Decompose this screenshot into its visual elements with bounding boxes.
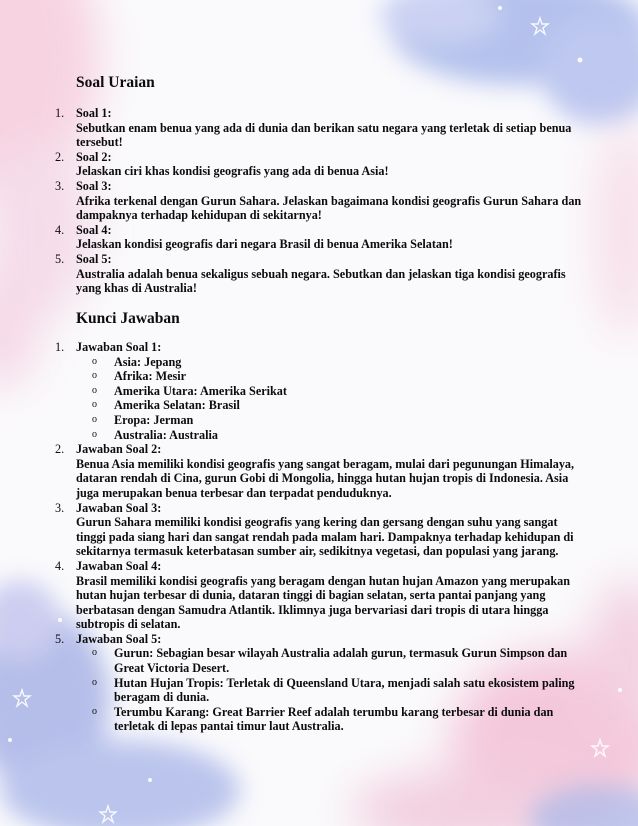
answer-subitem: [76, 676, 588, 705]
answer-sublist: [76, 355, 588, 443]
answer-item: [0, 559, 638, 632]
answer-subitem: [76, 705, 588, 734]
question-text: Australia adalah benua sekaligus sebuah negara. Sebutkan dan jelaskan tiga kondisi geografis yang khas di Australia!: [76, 266, 566, 296]
answer-subitem-text: Asia: Jepang: [114, 354, 182, 369]
answer-subitem-text: Australia: Australia: [114, 427, 218, 442]
answer-subitem: [76, 646, 588, 675]
question-title: Soal 2:: [76, 149, 112, 164]
bullet: o: [92, 413, 97, 425]
bullet: o: [92, 428, 97, 440]
question-number: 2.: [55, 149, 65, 164]
answer-number: 1.: [55, 340, 65, 354]
question-number: 1.: [55, 106, 65, 120]
answer-subitem: [76, 428, 588, 443]
bullet: o: [92, 370, 97, 382]
question-text: Jelaskan ciri khas kondisi geografis yang ada di benua Asia!: [76, 164, 389, 179]
answer-subitem-text: Eropa: Jerman: [114, 412, 194, 427]
question-number: 3.: [55, 178, 65, 193]
answer-subitem-text: Amerika Selatan: Brasil: [114, 398, 240, 413]
answer-subitem-text: Afrika: Mesir: [114, 369, 187, 384]
answer-title: Jawaban Soal 4:: [76, 558, 162, 573]
answer-text: Brasil memiliki kondisi geografis yang beragam dengan hutan hujan Amazon yang merupakan hutan hujan terbesar di dunia, dataran tinggi di bagian selatan, serta pantai panjang yang berbatasan dengan Samudra Atlantik. Iklimnya juga bervariasi dari tropis di utara hingga subtropis di selatan.: [76, 573, 571, 632]
question-title: Soal 4:: [76, 222, 112, 237]
answer-item: [0, 340, 638, 442]
answer-subitem: [76, 355, 588, 370]
answer-subitem-text: Terumbu Karang: Great Barrier Reef adalah terumbu karang terbesar di dunia dan terletak di lepas pantai timur laut Australia.: [114, 704, 554, 734]
answer-item: [0, 442, 638, 500]
question-text: Jelaskan kondisi geografis dari negara Brasil di benua Amerika Selatan!: [76, 237, 453, 252]
bullet: o: [92, 355, 97, 367]
answer-number: 5.: [55, 631, 65, 646]
answer-subitem-text: Amerika Utara: Amerika Serikat: [114, 383, 287, 398]
bullet: o: [92, 705, 97, 717]
section-heading-soal: Soal Uraian: [76, 74, 155, 91]
question-item: [0, 150, 638, 179]
answer-subitem: [76, 369, 588, 384]
answer-title: Jawaban Soal 2:: [76, 442, 162, 457]
answer-subitem: [76, 398, 588, 413]
answer-title: Jawaban Soal 5:: [76, 631, 162, 646]
answer-sublist: [76, 646, 588, 734]
question-item: [0, 252, 638, 296]
question-title: Soal 1:: [76, 106, 112, 120]
answer-number: 3.: [55, 500, 65, 515]
question-list: [0, 106, 638, 296]
question-number: 4.: [55, 222, 65, 237]
bullet: o: [92, 384, 97, 396]
question-item: [0, 223, 638, 252]
answer-text: Gurun Sahara memiliki kondisi geografis yang kering dan gersang dengan suhu yang sangat tinggi pada siang hari dan sangat rendah pada malam hari. Dampaknya terhadap kehidupan di sekitarnya termasuk keterbatasan sumber air, sedikitnya vegetasi, dan populasi yang jarang.: [76, 515, 574, 559]
question-number: 5.: [55, 251, 65, 266]
question-item: [0, 106, 638, 150]
question-text: Sebutkan enam benua yang ada di dunia dan berikan satu negara yang terletak di setiap benua tersebut!: [76, 120, 572, 150]
section-heading-kunci: Kunci Jawaban: [76, 310, 180, 327]
answer-subitem-text: Gurun: Sebagian besar wilayah Australia adalah gurun, termasuk Gurun Simpson dan Great Victoria Desert.: [114, 646, 568, 676]
answer-number: 4.: [55, 558, 65, 573]
question-title: Soal 5:: [76, 251, 112, 266]
bullet: o: [92, 647, 97, 659]
bullet: o: [92, 399, 97, 411]
answer-subitem: [76, 384, 588, 399]
answer-item: [0, 501, 638, 559]
question-text: Afrika terkenal dengan Gurun Sahara. Jelaskan bagaimana kondisi geografis Gurun Sahara dan dampaknya terhadap kehidupan di sekitarnya!: [76, 193, 582, 223]
answer-title: Jawaban Soal 1:: [76, 340, 162, 354]
question-title: Soal 3:: [76, 178, 112, 193]
answer-subitem: [76, 413, 588, 428]
answer-title: Jawaban Soal 3:: [76, 500, 162, 515]
answer-number: 2.: [55, 442, 65, 457]
question-item: [0, 179, 638, 223]
answer-text: Benua Asia memiliki kondisi geografis yang sangat beragam, mulai dari pegunungan Himalaya, dataran rendah di Cina, gurun Gobi di Mongolia, hingga hutan hujan tropis di Indonesia. Asia juga merupakan benua terbesar dan terpadat penduduknya.: [76, 456, 575, 500]
answer-item: [0, 632, 638, 734]
bullet: o: [92, 676, 97, 688]
answer-subitem-text: Hutan Hujan Tropis: Terletak di Queensland Utara, menjadi salah satu ekosistem paling beragam di dunia.: [114, 675, 575, 705]
answer-list: [0, 340, 638, 734]
